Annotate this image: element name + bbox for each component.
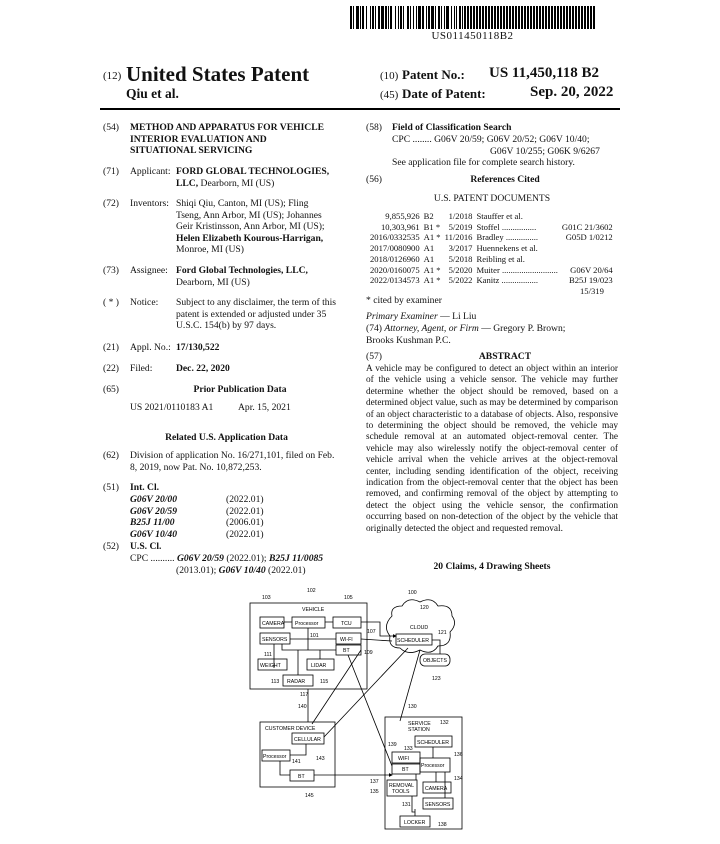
vehicle-label: VEHICLE bbox=[302, 607, 325, 613]
ref-name: Kanitz ................. bbox=[476, 275, 539, 286]
claims-count: 20 Claims, 4 Drawing Sheets bbox=[433, 561, 551, 572]
abstract-text: A vehicle may be configured to detect an object within an interior of the vehicle using a vehicle sensor. The vehicle may further determine whether the object should be removed, based on a determined object value, such as may be determined by comparison of an object characteristic to a database of objects. Also, responsive to determining the object should be removed, the vehicle may schedule removal at an automated object-removal center. The vehicle may also wirelessly notify the object-removal center of vehicle arrival when the vehicle arrives at the object-removal center, including sending identification of the object, receiving indication from the object-removal center that the object has been removed, and confirming removal of the object by attempting to detect the object using the vehicle sensor, the confirmation occurring based on non-detection of the object by the vehicle that originally detected the object and requested removal. bbox=[366, 364, 618, 534]
fig-ref-130: 130 bbox=[408, 704, 417, 710]
ref-name: Stoffel ................ bbox=[476, 221, 537, 232]
examiner-name: — Li Liu bbox=[437, 311, 477, 322]
station-wifi-label: WIFI bbox=[398, 756, 409, 762]
fig-ref-135: 135 bbox=[370, 789, 379, 795]
attorney-firm: Brooks Kushman P.C. bbox=[366, 335, 451, 346]
applicant bbox=[176, 166, 329, 189]
inventors bbox=[176, 198, 351, 256]
ref-kind: B2 bbox=[423, 211, 434, 221]
references-heading: References Cited bbox=[470, 174, 540, 185]
ref-continuation: 15/319 bbox=[580, 286, 604, 296]
reference-row bbox=[368, 265, 615, 276]
ref-name: Huennekens et al. bbox=[476, 243, 538, 254]
code-56: (56) bbox=[366, 174, 382, 185]
attorney-label: Attorney, Agent, or Firm bbox=[384, 323, 479, 334]
code-45: (45) bbox=[380, 89, 399, 101]
ref-name: Bradley ............... bbox=[476, 232, 539, 243]
code-10: (10) bbox=[380, 70, 399, 82]
ref-class bbox=[560, 243, 615, 254]
cloud-label: CLOUD bbox=[410, 625, 429, 631]
field-search-heading: Field of Classification Search bbox=[392, 122, 512, 133]
fig-ref-100: 100 bbox=[408, 590, 417, 596]
ref-name: Stauffer et al. bbox=[476, 211, 523, 221]
code-73: (73) bbox=[103, 265, 119, 276]
figure-1 bbox=[240, 584, 490, 836]
ref-kind: A1 * bbox=[423, 275, 441, 286]
int-cl-version: (2006.01) bbox=[226, 517, 264, 528]
assignee bbox=[176, 265, 308, 288]
int-cl-row bbox=[130, 494, 264, 506]
station-processor-label: Processor bbox=[421, 763, 445, 769]
fig-ref-123: 123 bbox=[432, 676, 441, 682]
inventor-line: Monroe, MI (US) bbox=[176, 244, 244, 255]
station-bt-label: BT bbox=[402, 767, 409, 773]
ref-number: 2016/0332535 bbox=[370, 232, 420, 243]
ref-date: 5/2018 bbox=[448, 253, 473, 264]
fig-ref-103: 103 bbox=[262, 595, 271, 601]
us-cl-version: (2013.01); bbox=[176, 565, 219, 576]
int-cl-row bbox=[130, 506, 264, 518]
attorney-name: — Gregory P. Brown; bbox=[478, 323, 566, 334]
station-sensors-label: SENSORS bbox=[425, 802, 451, 808]
code-62: (62) bbox=[103, 450, 119, 461]
cited-by-examiner: * cited by examiner bbox=[366, 295, 442, 306]
locker-label: LOCKER bbox=[404, 820, 426, 826]
fig-ref-107: 107 bbox=[367, 629, 376, 635]
us-cl-version: (2022.01) bbox=[265, 565, 306, 576]
reference-row bbox=[368, 222, 615, 233]
cloud-station-link bbox=[400, 650, 420, 721]
assignee-label: Assignee: bbox=[130, 265, 168, 276]
vehicle-device-link bbox=[312, 650, 361, 724]
field-search-line: CPC ........ G06V 20/59; G06V 20/52; G06V 10/40; bbox=[392, 134, 590, 145]
lidar-label: LIDAR bbox=[311, 663, 327, 669]
prior-pub-heading: Prior Publication Data bbox=[193, 384, 287, 395]
int-cl-class: G06V 20/59 bbox=[130, 505, 177, 517]
code-72: (72) bbox=[103, 198, 119, 209]
ref-date: 5/2020 bbox=[448, 264, 473, 275]
cloud-scheduler-label: SCHEDULER bbox=[397, 638, 429, 644]
ref-date: 1/2018 bbox=[448, 211, 473, 221]
us-cl-class: G06V 10/40 bbox=[218, 565, 266, 576]
reference-row bbox=[368, 211, 615, 222]
barcode-bar bbox=[593, 6, 595, 29]
cpc-prefix: CPC .......... bbox=[130, 553, 175, 564]
ref-number: 10,303,961 bbox=[380, 221, 420, 232]
division-line: Division of application No. 16/271,101, filed on Feb. bbox=[130, 450, 335, 461]
objects-label: OBJECTS bbox=[423, 658, 447, 664]
code-57: (57) bbox=[366, 351, 382, 362]
filed-label: Filed: bbox=[130, 363, 153, 374]
ref-number: 9,855,926 bbox=[385, 211, 420, 221]
ref-class: B25J 19/023 bbox=[569, 275, 613, 286]
date-label: Date of Patent: bbox=[402, 86, 486, 101]
code-22: (22) bbox=[103, 363, 119, 374]
fig-ref-139: 139 bbox=[388, 742, 397, 748]
ref-number: 2017/0080900 bbox=[370, 243, 420, 254]
vehicle-box bbox=[250, 603, 367, 689]
station-camera-label: CAMERA bbox=[425, 786, 448, 792]
field-search-line: See application file for complete search history. bbox=[392, 157, 575, 168]
patent-date: Sep. 20, 2022 bbox=[530, 84, 614, 100]
wifi-label: WI-FI bbox=[340, 637, 353, 643]
ref-date: 5/2022 bbox=[448, 275, 473, 286]
fig-ref-133: 133 bbox=[404, 746, 413, 752]
field-search-line: G06V 10/255; G06K 9/6267 bbox=[490, 145, 600, 157]
reference-row bbox=[368, 275, 615, 286]
code-51: (51) bbox=[103, 482, 119, 493]
primary-examiner bbox=[366, 311, 476, 323]
us-cl-class: G06V 20/59 bbox=[176, 553, 224, 564]
sensors-label: SENSORS bbox=[262, 637, 288, 643]
int-cl-version: (2022.01) bbox=[226, 528, 264, 540]
bt-label: BT bbox=[343, 648, 350, 654]
fig-ref-115: 115 bbox=[320, 679, 329, 685]
ref-date: 3/2017 bbox=[448, 243, 473, 254]
device-bt-label: BT bbox=[298, 774, 305, 780]
notice-label: Notice: bbox=[130, 297, 159, 308]
inventors-short: Qiu et al. bbox=[126, 86, 179, 101]
ref-class bbox=[560, 254, 615, 265]
ref-number: 2018/0126960 bbox=[370, 253, 420, 264]
ref-kind: A1 bbox=[423, 243, 435, 254]
division bbox=[130, 450, 334, 473]
appl-no-label: Appl. No.: bbox=[130, 342, 171, 353]
customer-device-label: CUSTOMER DEVICE bbox=[265, 726, 316, 732]
applicant-label: Applicant: bbox=[130, 166, 171, 177]
code-52: (52) bbox=[103, 541, 119, 552]
title-line: INTERIOR EVALUATION AND bbox=[130, 133, 267, 145]
ref-class bbox=[560, 211, 615, 222]
fig-ref-134: 134 bbox=[454, 776, 463, 782]
radar-label: RADAR bbox=[287, 679, 306, 685]
assignee-line: Ford Global Technologies, LLC, bbox=[176, 265, 308, 276]
fig-ref-132: 132 bbox=[440, 720, 449, 726]
inventor-line: Helen Elizabeth Kourous-Harrigan, bbox=[176, 232, 324, 244]
fig-ref-111: 111 bbox=[264, 652, 272, 658]
fig-ref-138: 138 bbox=[438, 822, 447, 828]
fig-ref-140: 140 bbox=[298, 704, 307, 710]
fig-ref-143: 143 bbox=[316, 756, 325, 762]
patent-number: US 11,450,118 B2 bbox=[489, 65, 600, 81]
ref-kind: A1 * bbox=[423, 232, 441, 243]
fig-ref-120: 120 bbox=[420, 605, 429, 611]
code-58: (58) bbox=[366, 122, 382, 133]
reference-row bbox=[368, 243, 615, 254]
ref-class: G06V 20/64 bbox=[570, 264, 613, 275]
ref-number: 2022/0134573 bbox=[370, 275, 420, 286]
appl-no: 17/130,522 bbox=[176, 342, 220, 353]
ref-kind: B1 * bbox=[423, 221, 441, 232]
notice-line: U.S.C. 154(b) by 97 days. bbox=[176, 320, 277, 331]
ref-name: Muiter .......................... bbox=[476, 264, 558, 275]
fig-ref-137: 137 bbox=[370, 779, 379, 785]
assignee-line: Dearborn, MI (US) bbox=[176, 276, 250, 288]
code-21: (21) bbox=[103, 342, 119, 353]
code-54: (54) bbox=[103, 122, 119, 133]
fig-ref-101: 101 bbox=[310, 633, 319, 639]
us-docs-heading: U.S. PATENT DOCUMENTS bbox=[433, 193, 551, 204]
invention-title bbox=[130, 122, 324, 157]
device-processor-label: Processor bbox=[263, 754, 287, 760]
us-cl-class: B25J 11/0085 bbox=[268, 553, 324, 564]
us-cl-line1 bbox=[130, 553, 323, 565]
station-scheduler-label: SCHEDULER bbox=[417, 740, 449, 746]
examiner-label: Primary Examiner bbox=[366, 311, 438, 322]
us-cl-label: U.S. Cl. bbox=[130, 541, 162, 552]
related-heading: Related U.S. Application Data bbox=[165, 432, 288, 443]
int-cl-row bbox=[130, 517, 264, 529]
filed-date: Dec. 22, 2020 bbox=[176, 363, 230, 374]
int-cl-label: Int. Cl. bbox=[130, 482, 160, 493]
tools-label: TOOLS bbox=[392, 789, 410, 795]
fig-ref-141: 141 bbox=[292, 759, 301, 765]
ref-class: G05D 1/0212 bbox=[565, 232, 613, 243]
header-rule bbox=[100, 108, 620, 110]
ref-number: 2020/0160075 bbox=[370, 264, 420, 275]
reference-row bbox=[368, 232, 615, 243]
code-71: (71) bbox=[103, 166, 119, 177]
int-cl-table bbox=[130, 494, 264, 540]
applicant-line: FORD GLOBAL TECHNOLOGIES, bbox=[176, 166, 330, 177]
barcode bbox=[350, 6, 595, 29]
ref-kind: A1 bbox=[423, 253, 435, 264]
fig-ref-113: 113 bbox=[271, 679, 280, 685]
code-65: (65) bbox=[103, 384, 119, 395]
attorney bbox=[366, 323, 565, 335]
division-line: 8, 2019, now Pat. No. 10,872,253. bbox=[130, 461, 262, 473]
int-cl-version: (2022.01) bbox=[226, 505, 264, 517]
fig-ref-105: 105 bbox=[344, 595, 353, 601]
fig-ref-131: 131 bbox=[402, 802, 411, 808]
prior-pub-date: Apr. 15, 2021 bbox=[238, 402, 291, 413]
fig-ref-117: 117 bbox=[300, 692, 309, 698]
inventor-line: Tseng, Ann Arbor, MI (US); Johannes bbox=[176, 209, 322, 221]
inventors-label: Inventors: bbox=[130, 198, 169, 209]
ref-kind: A1 * bbox=[423, 264, 441, 275]
int-cl-version: (2022.01) bbox=[226, 494, 264, 505]
reference-row bbox=[368, 254, 615, 265]
int-cl-row bbox=[130, 529, 264, 541]
fig-ref-145: 145 bbox=[305, 793, 314, 799]
weight-label: WEIGHT bbox=[260, 663, 281, 669]
patent-no-label: Patent No.: bbox=[402, 67, 465, 82]
patent-title: United States Patent bbox=[126, 62, 310, 86]
code-12: (12) bbox=[103, 70, 122, 82]
camera-label: CAMERA bbox=[262, 621, 285, 627]
barcode-number: US011450118B2 bbox=[431, 30, 514, 42]
us-cl-line2 bbox=[176, 565, 306, 577]
int-cl-class: G06V 20/00 bbox=[130, 494, 177, 505]
device-cloud-link bbox=[324, 648, 408, 737]
notice bbox=[176, 297, 336, 332]
applicant-line: LLC, Dearborn, MI (US) bbox=[176, 177, 275, 189]
processor-label: Processor bbox=[295, 621, 319, 627]
abstract-heading: ABSTRACT bbox=[478, 351, 532, 362]
ref-class: G01C 21/3602 bbox=[561, 221, 613, 232]
fig-ref-102: 102 bbox=[307, 588, 316, 594]
title-line: SITUATIONAL SERVICING bbox=[130, 145, 253, 156]
int-cl-class: B25J 11/00 bbox=[130, 517, 175, 528]
int-cl-class: G06V 10/40 bbox=[130, 528, 177, 540]
fig-ref-136: 136 bbox=[454, 752, 463, 758]
references-table bbox=[368, 211, 615, 286]
service-station-box bbox=[385, 717, 462, 829]
inventor-line: Shiqi Qiu, Canton, MI (US); Fling bbox=[176, 198, 309, 209]
service-label: SERVICE bbox=[408, 721, 431, 727]
title-line: METHOD AND APPARATUS FOR VEHICLE bbox=[130, 122, 325, 133]
fig-ref-121: 121 bbox=[438, 630, 447, 636]
station-label: STATION bbox=[408, 727, 430, 733]
ref-date: 5/2019 bbox=[448, 221, 473, 232]
us-cl-version: (2022.01); bbox=[223, 553, 269, 564]
inventor-line: Geir Kristinsson, Ann Arbor, MI (US); bbox=[176, 221, 325, 232]
removal-label: REMOVAL bbox=[389, 783, 414, 789]
notice-line: Subject to any disclaimer, the term of this bbox=[176, 297, 337, 308]
prior-pub-number: US 2021/0110183 A1 bbox=[130, 402, 214, 413]
notice-line: patent is extended or adjusted under 35 bbox=[176, 308, 327, 320]
ref-name: Reibling et al. bbox=[476, 253, 525, 264]
tcu-label: TCU bbox=[341, 621, 352, 627]
cellular-label: CELLULAR bbox=[294, 737, 321, 743]
fig-ref-109: 109 bbox=[364, 650, 373, 656]
code-notice: ( * ) bbox=[103, 297, 119, 308]
code-74: (74) bbox=[366, 323, 382, 334]
ref-date: 11/2016 bbox=[444, 232, 473, 243]
